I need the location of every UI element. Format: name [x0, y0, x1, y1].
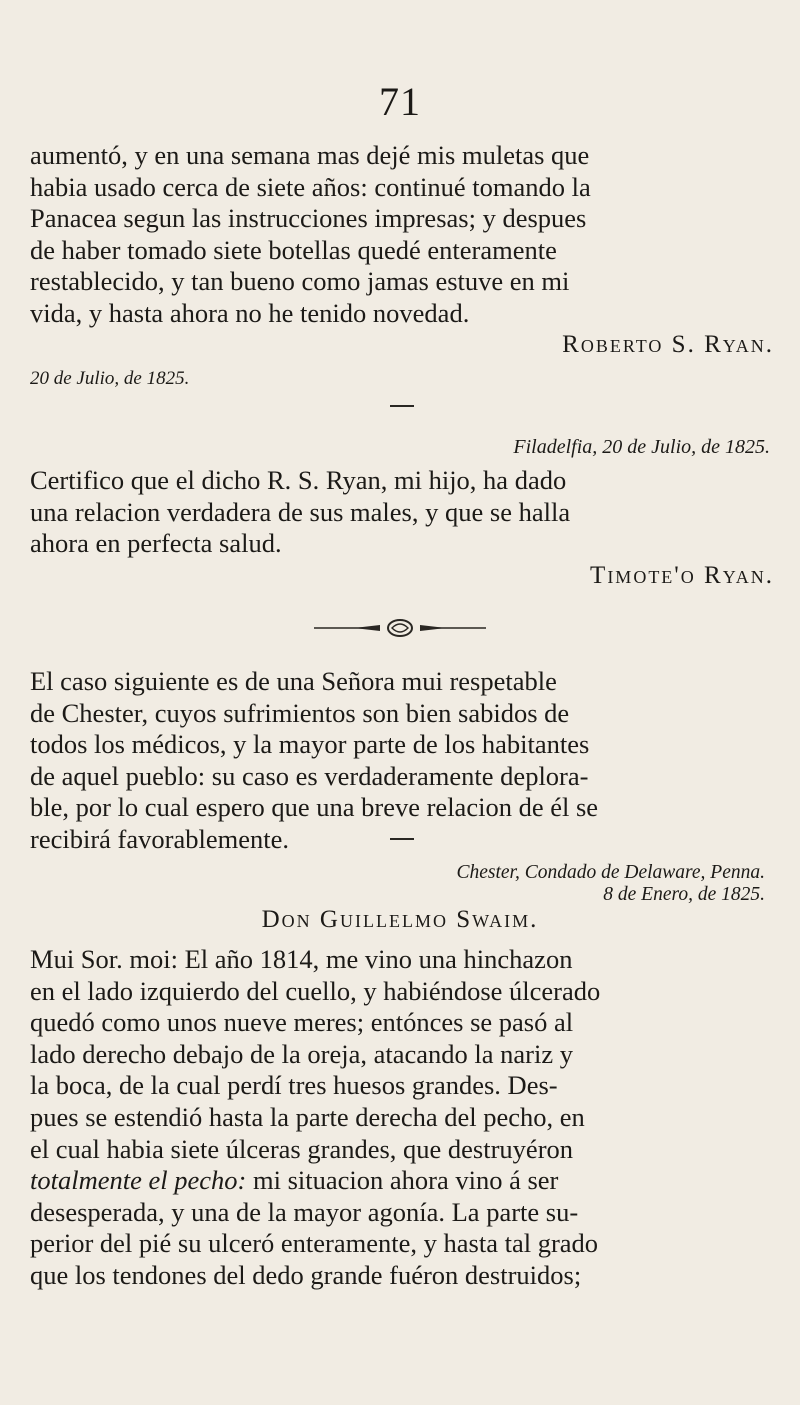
section-dash — [390, 405, 414, 407]
letter-text: Mui Sor. moi: El año 1814, me vino una hinchazon en el lado izquierdo del cuello, y habiéndose úlcerado quedó como unos nueve meres; entónces se pasó al lado derecho debajo de la oreja, atacando la nariz y la boca, de la cual perdí tres huesos grandes. Des- pues se estendió hasta la parte derecha del pecho, en el cual habia siete úlceras grandes, que destruyéron — [30, 944, 601, 1164]
place-line: Chester, Condado de Delaware, Penna. — [456, 862, 765, 883]
letter-addressee: Don Guillelmo Swaim. — [261, 906, 539, 933]
place-date-filadelfia: Filadelfia, 20 de Julio, de 1825. — [513, 436, 770, 458]
signature-timoteo-ryan: Timote'o Ryan. — [590, 562, 774, 589]
signature-roberto-ryan: Roberto S. Ryan. — [562, 331, 774, 358]
paragraph-testimony-end: aumentó, y en una semana mas dejé mis muletas que habia usado cerca de siete años: continué tomando la Panacea segun las instrucciones impresas; y despues de haber tomado siete botellas quedé enteramente restablecido, y tan bueno como jamas estuve en mi vida, y hasta ahora no he tenido novedad. — [30, 140, 591, 328]
place-date-chester — [30, 862, 765, 906]
page-number: 71 — [379, 79, 421, 124]
paragraph-certification: Certifico que el dicho R. S. Ryan, mi hijo, ha dado una relacion verdadera de sus males, y que se halla ahora en perfecta salud. — [30, 465, 571, 559]
letter-emphasis: totalmente el pecho: — [30, 1165, 247, 1196]
letter-text: mi situacion ahora vino á ser desesperada, y una de la mayor agonía. La parte su- perior del pié su ulceró enteramente, y hasta tal grado que los tendones del dedo grande fuéron destruidos; — [30, 1165, 599, 1290]
paragraph-letter-body — [30, 944, 770, 1292]
ornament-divider-icon — [314, 618, 486, 638]
date-line: 20 de Julio, de 1825. — [30, 368, 190, 389]
section-dash — [390, 838, 414, 840]
date-line: 8 de Enero, de 1825. — [603, 884, 765, 905]
paragraph-case-intro: El caso siguiente es de una Señora mui respetable de Chester, cuyos sufrimientos son bien sabidos de todos los médicos, y la mayor parte de los habitantes de aquel pueblo: su caso es verdaderamente deplora- ble, por lo cual espero que una breve relacion de él se recibirá favorablemente. — [30, 666, 599, 854]
